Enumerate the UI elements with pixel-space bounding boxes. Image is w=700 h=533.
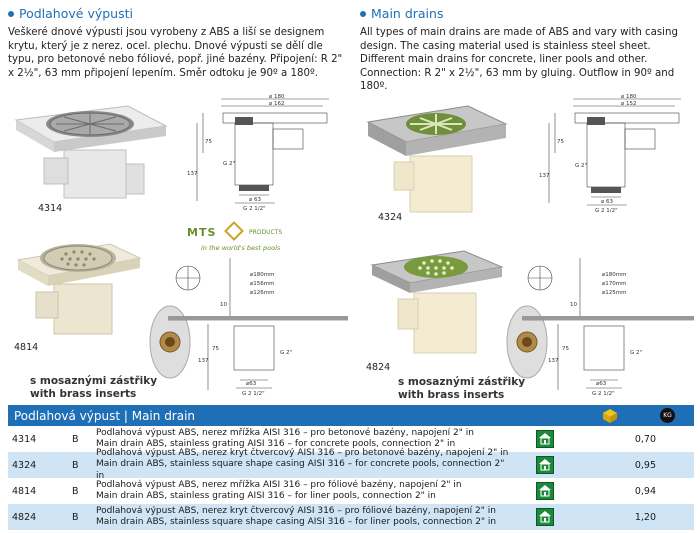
dim-label: ⌀ 63 (249, 197, 262, 203)
table-row (8, 504, 694, 530)
dim-label: ⌀ 152 (621, 101, 637, 107)
table-header (8, 405, 694, 426)
row-description: Podlahová výpust ABS, nerez mřížka AISI 316 – pro betonové bazény, napojení 2" in Main drain ABS, stainless grating AISI 316 – for concrete pools, connection 2" in (96, 427, 474, 449)
dim-label: 75 (212, 346, 219, 352)
dim-label: ⌀125mm (602, 290, 627, 296)
bullet-icon (360, 11, 366, 17)
bullet-icon (8, 11, 14, 17)
technical-drawing (522, 258, 694, 398)
table-header-title: Podlahová výpust | Main drain (14, 408, 196, 423)
description-en: All types of main drains are made of ABS and vary with casing design. The casing material used is stainless steel sheet. Different main drains for concrete, liner pools and other. Connection: R 2" x 2½", 63 mm by gluing. Outflow in 90º and 180º. (360, 27, 678, 93)
product-code: 4314 (38, 203, 63, 214)
dim-label: 75 (557, 139, 564, 145)
dim-label: ⌀63 (246, 381, 257, 387)
dim-label: ⌀ 162 (269, 101, 285, 107)
row-code: 4324 (12, 459, 37, 471)
eco-house-icon (536, 482, 554, 500)
dim-label: 75 (205, 139, 212, 145)
product-photo-4814 (14, 230, 144, 340)
row-code: 4814 (12, 485, 37, 497)
row-class: B (72, 485, 79, 497)
dim-label: G 2" (575, 163, 588, 169)
dim-label: G 2 1/2" (243, 206, 266, 211)
technical-drawing (535, 93, 685, 215)
dim-label: ⌀63 (596, 381, 607, 387)
heading-cz (8, 6, 133, 21)
product-photo-4314 (8, 100, 168, 210)
insert-caption: s mosaznými zástřiky with brass inserts (30, 375, 158, 400)
dim-label: ⌀180mm (250, 272, 275, 278)
heading-en-text: Main drains (371, 6, 444, 21)
product-table (8, 405, 694, 530)
eco-house-icon (536, 430, 554, 448)
dim-label: ⌀ 180 (269, 94, 285, 100)
package-icon (601, 407, 619, 424)
row-class: B (72, 511, 79, 523)
product-code: 4824 (366, 362, 391, 373)
dim-label: 137 (539, 173, 550, 179)
dim-label: 137 (548, 358, 559, 364)
dim-label: G 2" (223, 161, 236, 167)
dim-label: 10 (220, 302, 227, 308)
dim-label: ⌀ 180 (621, 94, 637, 100)
technical-drawing (168, 258, 348, 398)
row-weight: 0,94 (634, 485, 656, 497)
row-description: Podlahová výpust ABS, nerez mřížka AISI 316 – pro fóliové bazény, napojení 2" in Main drain ABS, stainless grating AISI 316 – for liner pools, connection 2" in (96, 479, 462, 501)
weight-icon: KG (660, 408, 675, 423)
row-class: B (72, 459, 79, 471)
dim-label: G 2" (280, 350, 293, 356)
product-code: 4814 (14, 342, 39, 353)
heading-cz-text: Podlahové výpusti (19, 6, 133, 21)
row-weight: 0,70 (634, 433, 656, 445)
dim-label: 75 (562, 346, 569, 352)
dim-label: G 2 1/2" (242, 391, 265, 397)
product-code: 4324 (378, 212, 403, 223)
row-code: 4824 (12, 511, 37, 523)
product-photo-4824 (368, 245, 508, 360)
row-weight: 0,95 (634, 459, 656, 471)
dim-label: 137 (198, 358, 209, 364)
dim-label: G 2" (630, 350, 643, 356)
mts-logo: MTS PRODUCTS in the world's best pools (183, 224, 303, 264)
table-row (8, 478, 694, 504)
eco-house-icon (536, 508, 554, 526)
dim-label: 137 (187, 171, 198, 177)
row-description: Podlahová výpust ABS, nerez kryt čtvercový AISI 316 – pro fóliové bazény, napojení 2" in Main drain ABS, stainless square shape casing AISI 316 – for liner pools, connection 2" in (96, 505, 497, 527)
dim-label: ⌀170mm (602, 281, 627, 287)
table-row (8, 447, 694, 481)
dim-label: ⌀180mm (602, 272, 627, 278)
logo-emblem-icon (224, 221, 244, 241)
dim-label: ⌀126mm (250, 290, 275, 296)
description-cz: Veškeré dnové výpusti jsou vyrobeny z ABS a liší se designem krytu, který je z nerez. ocel. plechu. Dnové výpusti se dělí dle typu, pro betonové nebo fóliové, popř. jiné bazény. Připojení: R 2" x 2½", 63 mm připojení lepením. Směr odtoku je 90º a 180º. (8, 27, 343, 79)
dim-label: G 2 1/2" (595, 208, 618, 214)
technical-drawing (183, 93, 333, 211)
eco-house-icon (536, 456, 554, 474)
row-weight: 1,20 (634, 511, 656, 523)
dim-label: ⌀ 63 (601, 199, 614, 205)
product-photo-4324 (360, 100, 510, 220)
row-description: Podlahová výpust ABS, nerez kryt čtvercový AISI 316 – pro betonové bazény, napojení 2" in Main drain ABS, stainless square shape casing AISI 316 – for concrete pools, connection 2" in (96, 447, 509, 481)
dim-label: G 2 1/2" (592, 391, 615, 397)
row-class: B (72, 433, 79, 445)
dim-label: 10 (570, 302, 577, 308)
insert-caption: s mosaznými zástřiky with brass inserts (398, 376, 526, 401)
heading-en (360, 6, 443, 21)
dim-label: ⌀156mm (250, 281, 275, 287)
row-code: 4314 (12, 433, 37, 445)
